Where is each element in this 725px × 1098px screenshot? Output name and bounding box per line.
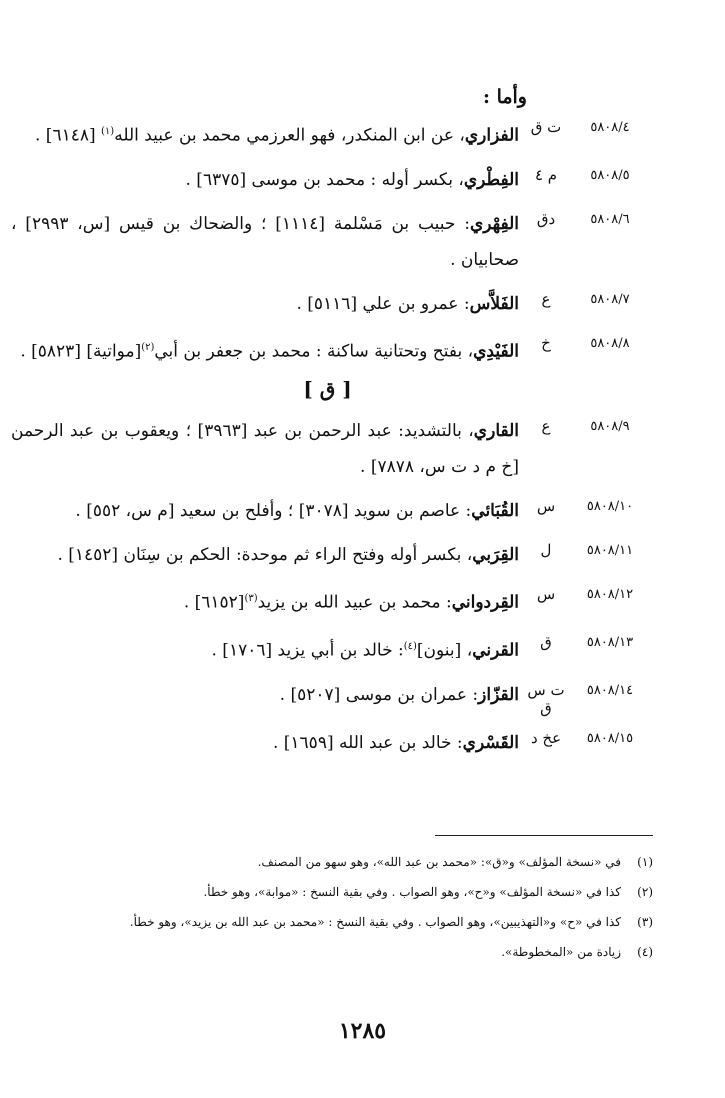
entry-text [11, 286, 519, 322]
entry-text [11, 206, 519, 278]
entry-5808-5 [0, 162, 725, 198]
entry-5808-8 [0, 330, 725, 370]
intro-text: وأما : [482, 86, 527, 108]
entry-symbol: ع [541, 289, 551, 308]
footnote-ref[interactable]: (٤) [403, 640, 417, 652]
entry-head: القاري [473, 421, 519, 442]
entry-text [11, 413, 519, 485]
entry-head: القرني [472, 640, 519, 661]
footnote-text: في «نسخة المؤلف» و«ق»: «محمد بن عبد الله»، وهو سهو من المصنف. [257, 855, 621, 869]
entry-head: القِردواني [451, 592, 519, 613]
footnote-number: (١) [637, 855, 653, 869]
entry-body: ، بكسر أوله : محمد بن موسى [٦٣٧٥] . [185, 169, 464, 190]
entry-number: ٥٨٠٨/٤ [590, 120, 630, 135]
entry-text [11, 114, 519, 154]
entry-body: : محمد بن عبيد الله بن يزيد [257, 592, 452, 613]
footnote-divider [435, 835, 653, 836]
entry-symbol: م ٤ [534, 165, 558, 184]
entry-number: ٥٨٠٨/٦ [590, 211, 630, 227]
entry-5808-10 [0, 493, 725, 529]
entry-text [11, 537, 519, 573]
footnote-number: (٢) [637, 885, 653, 899]
entry-5808-11 [0, 537, 725, 573]
entry-head: الفِطْري [463, 169, 519, 190]
entry-body: : عاصم بن سويد [٣٠٧٨] ؛ وأفلح بن سعيد [م س، ٥٥٢] . [75, 501, 472, 522]
entry-symbol: دق [536, 209, 556, 228]
entry-5808-13 [0, 629, 725, 669]
entry-body: ، بالتشديد: عبد الرحمن بن عبد [٣٩٦٣] ؛ ويعقوب بن عبد الرحمن [خ م د ت س، ٧٨٧٨] . [11, 421, 519, 478]
entry-number: ٥٨٠٨/١٠ [586, 499, 634, 515]
entry-5808-7 [0, 286, 725, 322]
entry-number: ٥٨٠٨/٥ [590, 167, 630, 183]
entries-list [0, 114, 725, 769]
footnote-ref[interactable]: (٢) [141, 341, 155, 353]
entry-body: : حبيب بن مَسْلمة [١١١٤] ؛ والضحاك بن قيس [س، ٢٩٩٣] ، صحابيان . [11, 213, 519, 270]
footnote-text: كذا في «ح» و«التهذيبين»، وهو الصواب . وفي بقية النسخ : «محمد بن عبد الله بن يزيد»، وهو خطأ. [129, 915, 621, 929]
entry-head: القزّاز [478, 684, 519, 705]
entry-number: ٥٨٠٨/١٢ [586, 587, 634, 603]
entry-tail: : خالد بن أبي يزيد [١٧٠٦] . [211, 640, 404, 661]
entry-head: الفَيْدِي [473, 341, 519, 362]
entry-body: : عمرو بن علي [٥١١٦] . [296, 293, 470, 314]
footnote-number: (٣) [637, 915, 653, 929]
entry-5808-9 [0, 413, 725, 485]
footnote-text: كذا في «نسخة المؤلف» و«ح»، وهو الصواب . وفي بقية النسخ : «موابة»، وهو خطأ. [203, 885, 621, 899]
entry-body: : خالد بن عبد الله [١٦٥٩] . [272, 732, 463, 753]
footnote-ref[interactable]: (١) [101, 126, 115, 137]
entry-body: ، عن ابن المنكدر، فهو العرزمي محمد بن عبيد الله [114, 125, 465, 146]
entry-number: ٥٨٠٨/١٣ [586, 634, 634, 650]
entry-head: الفِهْري [469, 213, 519, 234]
entry-text [11, 581, 519, 621]
entry-text [11, 629, 519, 669]
entry-number: ٥٨٠٨/٨ [590, 335, 630, 351]
entry-number: ٥٨٠٨/١١ [586, 543, 634, 559]
footnote [65, 850, 653, 874]
entry-text [11, 677, 519, 717]
entry-head: الفَلاَّس [469, 293, 519, 314]
entry-body: ، بكسر أوله وفتح الراء ثم موحدة: الحكم بن سِنَان [١٤٥٢] . [57, 545, 473, 566]
entry-symbol: عخ د [530, 728, 562, 747]
section-header: [ ق ] [303, 377, 352, 402]
entry-head: القُبَائي [471, 501, 519, 522]
entry-symbol: ق [540, 632, 552, 651]
footnote [65, 910, 653, 934]
footnote [65, 880, 653, 904]
entry-text [11, 493, 519, 529]
entry-number: ٥٨٠٨/٩ [590, 419, 630, 435]
entry-5808-15 [0, 725, 725, 761]
entry-symbol: س [536, 585, 556, 604]
entry-symbol: ع [541, 417, 551, 436]
entry-number: ٥٨٠٨/١٥ [586, 730, 634, 746]
entry-text [11, 725, 519, 761]
entry-tail: [٦١٤٨] . [34, 125, 102, 146]
entry-head: الفزاري [464, 125, 519, 146]
entry-5808-6 [0, 206, 725, 278]
entry-5808-12 [0, 581, 725, 621]
entry-5808-4 [0, 114, 725, 154]
footnote-number: (٤) [637, 945, 653, 959]
entry-symbol: ل [540, 541, 552, 560]
entry-tail: [٦١٥٢] . [183, 592, 245, 613]
entry-head: القِرَبي [472, 545, 519, 566]
entry-symbol: ت س ق [527, 680, 565, 717]
entry-body: : عمران بن موسى [٥٢٠٧] . [279, 684, 479, 705]
footnote-text: زيادة من «المخطوطة». [501, 945, 621, 959]
entry-symbol: س [536, 497, 556, 516]
entry-text [11, 162, 519, 198]
page-number: ١٢٨٥ [338, 1018, 387, 1044]
entry-body: ، بفتح وتحتانية ساكنة : محمد بن جعفر بن أبي [154, 341, 474, 362]
entry-text [11, 330, 519, 370]
entry-symbol: خ [541, 333, 551, 352]
footnote [65, 940, 653, 964]
footnotes [65, 850, 653, 970]
entry-number: ٥٨٠٨/١٤ [586, 682, 634, 698]
entry-tail: [مواتية] [٥٨٢٣] . [20, 341, 142, 362]
entry-body: ، [بنون] [416, 640, 473, 661]
entry-head: القَسْري [462, 732, 519, 753]
entry-5808-14 [0, 677, 725, 717]
entry-symbol: ت ق [530, 118, 562, 136]
entry-number: ٥٨٠٨/٧ [590, 291, 630, 307]
footnote-ref[interactable]: (٣) [244, 593, 258, 605]
